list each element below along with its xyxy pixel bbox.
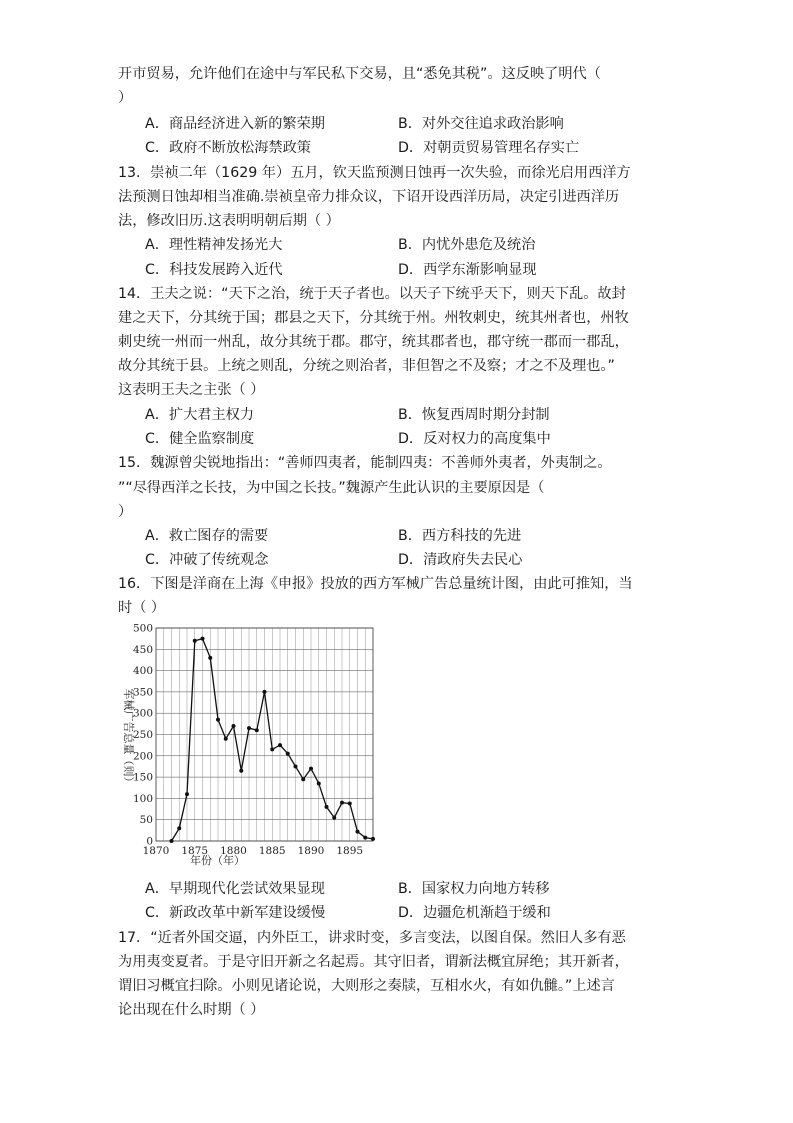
x-tick-label: 1875: [181, 845, 209, 857]
y-tick-label: 200: [132, 750, 153, 763]
question-16-option-d[interactable]: D．边疆危机渐趋于缓和: [398, 905, 551, 921]
x-axis-label: 年份（年）: [190, 854, 245, 867]
question-15-line-1: 15．魏源曾尖锐地指出：“善师四夷者，能制四夷：不善师外夷者，外夷制之。: [118, 455, 612, 471]
question-16-line-2: 时（ ）: [118, 600, 166, 616]
question-15-option-b[interactable]: B．西方科技的先进: [398, 528, 522, 544]
data-point: [317, 781, 321, 785]
question-14-option-b[interactable]: B．恢复西周时期分封制: [398, 407, 550, 423]
y-tick-label: 250: [132, 729, 153, 741]
data-point: [201, 637, 205, 641]
data-point: [371, 837, 375, 841]
question-12-text-line-2: ）: [118, 90, 133, 106]
x-tick-label: 1895: [336, 845, 364, 857]
y-axis-label: 军械广告总量（则）: [122, 688, 135, 788]
question-13-option-c[interactable]: C．科技发展跨入近代: [145, 262, 283, 278]
data-point: [356, 830, 360, 834]
data-point: [286, 752, 290, 756]
question-16-option-b[interactable]: B．国家权力向地方转移: [398, 881, 550, 897]
ad-volume-line-chart: [118, 622, 380, 870]
data-point: [294, 764, 298, 768]
question-13-option-b[interactable]: B．内忧外患危及统治: [398, 237, 536, 253]
question-13-line-2: 法预测日蚀却相当准确.崇祯皇帝力排众议，下诏开设西洋历局，决定引进西洋历: [118, 189, 620, 205]
question-17-line-1: 17．“近者外国交逼，内外臣工，讲求时变，多言变法，以图自保。然旧人多有恶: [118, 930, 626, 946]
question-14-option-c[interactable]: C．健全监察制度: [145, 431, 255, 447]
question-13-line-1: 13．崇祯二年（1629 年）五月，钦天监预测日蚀再一次失验，而徐光启用西洋方: [118, 165, 631, 181]
data-point: [193, 639, 197, 643]
question-13-option-d[interactable]: D．西学东渐影响显现: [398, 262, 537, 278]
question-12-text-line-1: 开市贸易，允许他们在途中与军民私下交易，且“悉免其税”。这反映了明代（: [118, 66, 601, 82]
y-tick-label: 500: [132, 622, 153, 635]
y-tick-label: 100: [132, 792, 153, 805]
x-tick-label: 1870: [142, 845, 170, 857]
x-tick-label: 1885: [258, 845, 286, 857]
question-15-option-d[interactable]: D．清政府失去民心: [398, 552, 523, 568]
data-point: [363, 836, 367, 840]
question-17-line-4: 论出现在什么时期（ ）: [118, 1002, 265, 1018]
y-tick-label: 450: [132, 643, 153, 656]
question-15-line-3: ）: [118, 504, 133, 520]
question-15-option-a[interactable]: A．救亡图存的需要: [145, 528, 269, 544]
data-point: [348, 802, 352, 806]
question-13-line-3: 法，修改旧历.这表明明朝后期（ ）: [118, 213, 340, 229]
data-point: [309, 767, 313, 771]
data-point: [325, 805, 329, 809]
data-point: [224, 737, 228, 741]
data-point: [177, 826, 181, 830]
question-14-line-4: 故分其统于县。上统之则乱，分统之则治者，非但智之不及察；才之不及理也。”: [118, 358, 615, 374]
question-13-option-a[interactable]: A．理性精神发扬光大: [145, 237, 283, 253]
y-tick-label: 300: [132, 707, 153, 720]
question-15-option-c[interactable]: C．冲破了传统观念: [145, 552, 269, 568]
question-14-option-a[interactable]: A．扩大君主权力: [145, 407, 255, 423]
question-15-line-2: ”“尽得西洋之长技，为中国之长技。”魏源产生此认识的主要原因是（: [118, 480, 545, 496]
x-tick-label: 1890: [297, 845, 325, 857]
y-tick-label: 150: [132, 771, 153, 784]
question-16-option-c[interactable]: C．新政改革中新军建设缓慢: [145, 905, 326, 921]
question-16-line-1: 16．下图是洋商在上海《申报》投放的西方军械广告总量统计图，由此可推知，当: [118, 576, 633, 592]
y-tick-label: 400: [132, 665, 153, 678]
data-point: [216, 718, 220, 722]
data-point: [185, 792, 189, 796]
question-17-line-2: 为用夷变夏者。于是守旧开新之名起焉。其守旧者，谓新法概宜屏绝；其开新者，: [118, 954, 629, 970]
data-point: [239, 769, 243, 773]
question-17-line-3: 谓旧习概宜扫除。小则见诸论说，大则形之奏牍，互相水火，有如仇雠。”上述言: [118, 978, 615, 994]
data-point: [208, 656, 212, 660]
data-point: [232, 724, 236, 728]
question-16-option-a[interactable]: A．早期现代化尝试效果显现: [145, 881, 325, 897]
question-12-option-b[interactable]: B．对外交往追求政治影响: [398, 116, 564, 132]
question-14-line-3: 刺史统一州而一州乱，故分其统于郡。郡守，统其郡者也，郡守统一郡而一郡乱，: [118, 334, 629, 350]
data-point: [332, 816, 336, 820]
question-12-option-c[interactable]: C．政府不断放松海禁政策: [145, 140, 311, 156]
data-point: [255, 728, 259, 732]
question-12-option-d[interactable]: D．对朝贡贸易管理名存实亡: [398, 140, 580, 156]
x-tick-label: 1880: [220, 845, 247, 857]
data-point: [170, 839, 174, 843]
data-point: [278, 743, 282, 747]
question-14-option-d[interactable]: D．反对权力的高度集中: [398, 431, 551, 447]
question-14-line-2: 建之天下，分其统于国；郡县之天下，分其统于州。州牧刺史，统其州者也，州牧: [118, 310, 629, 326]
data-point: [247, 726, 251, 730]
y-tick-label: 350: [132, 686, 153, 699]
question-14-line-1: 14．王夫之说：“天下之治，统于天子者也。以天子下统乎天下，则天下乱。故封: [118, 286, 626, 302]
data-point: [263, 690, 267, 694]
y-tick-label: 50: [139, 814, 153, 827]
y-tick-label: 0: [146, 835, 153, 848]
data-point: [301, 777, 305, 781]
data-point: [340, 801, 344, 805]
question-12-option-a[interactable]: A．商品经济进入新的繁荣期: [145, 116, 325, 132]
data-point: [270, 747, 274, 751]
question-14-line-5: 这表明王夫之主张（ ）: [118, 382, 265, 398]
